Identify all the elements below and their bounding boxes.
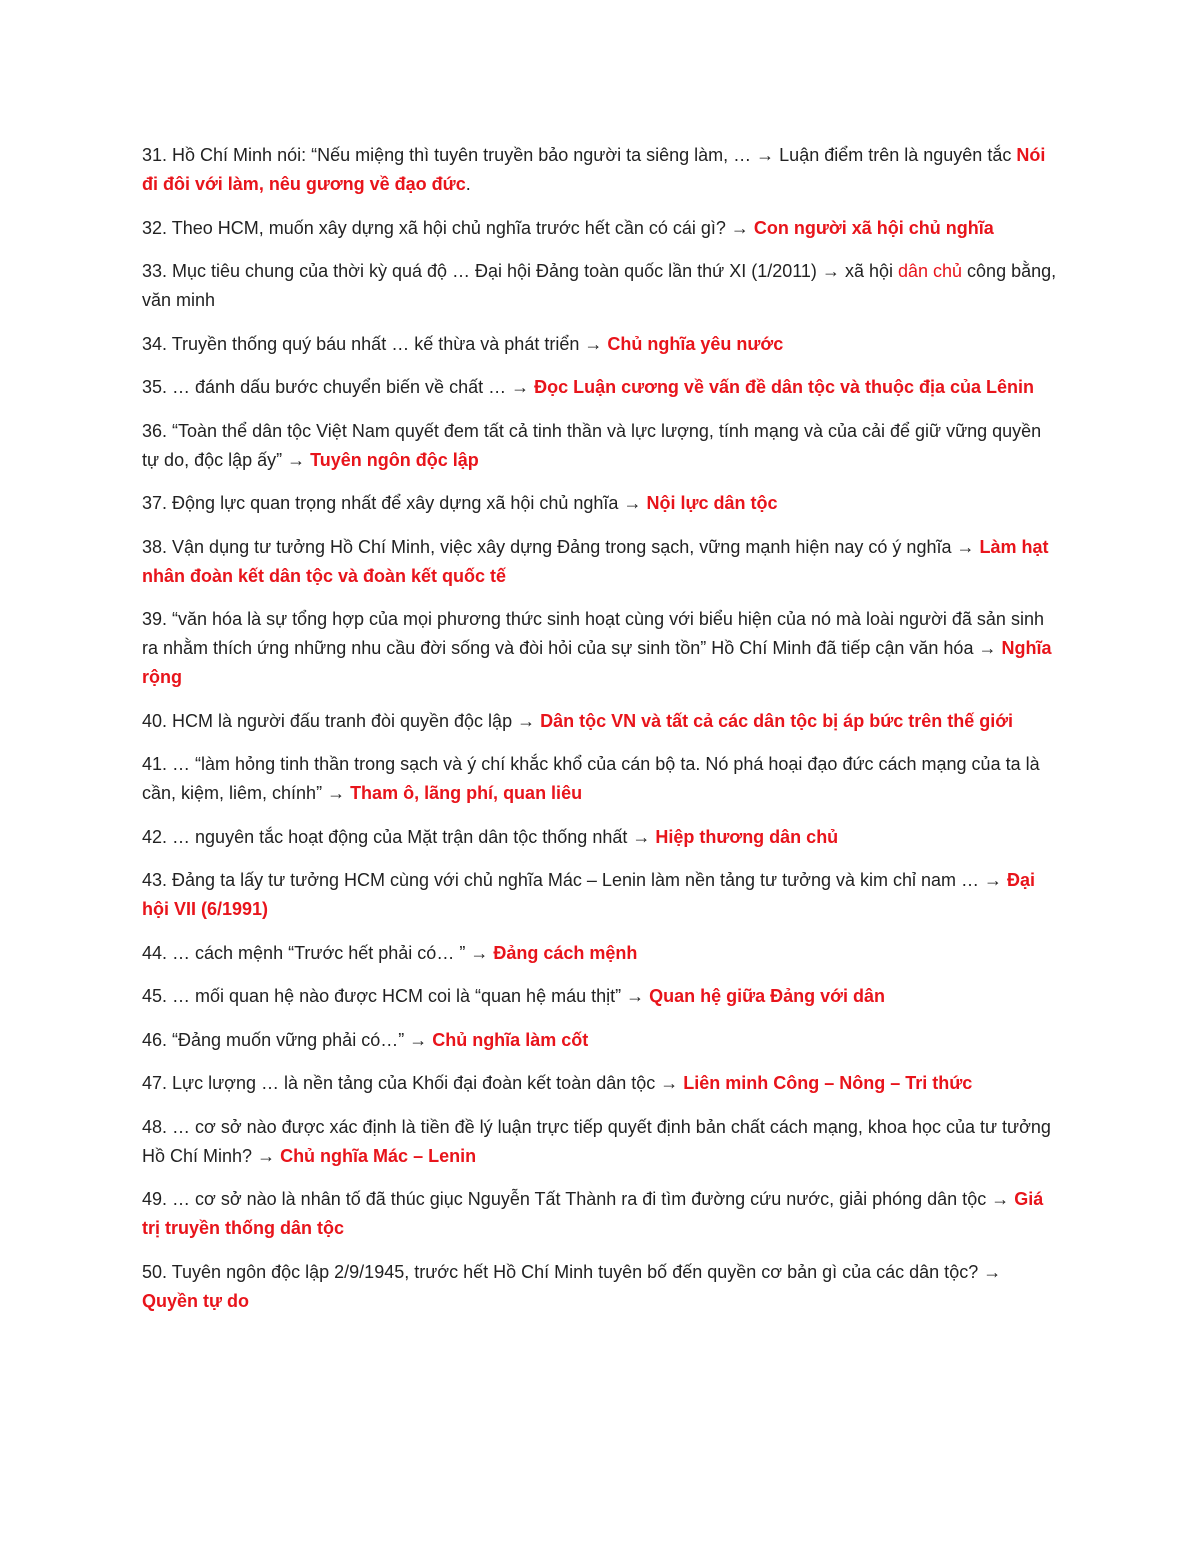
question-text: Mục tiêu chung của thời kỳ quá độ … Đại hội Đảng toàn quốc lần thứ XI (1/2011) [167,261,822,281]
question-text: … “làm hỏng tinh thần trong sạch và ý chí khắc khổ của cán bộ ta. Nó phá hoại đạo đức cách mạng của ta là cần, kiệm, liêm, chính” [142,754,1040,803]
item-number: 38. [142,536,168,557]
arrow-icon: → [517,710,536,731]
item-number: 41. [142,754,168,774]
list-item [142,330,1062,359]
answer-text: Nói đi đôi với làm, nêu gương về đạo đức [142,145,1046,194]
answer-text: Nội lực dân tộc [641,493,778,513]
arrow-icon: → [984,870,1003,890]
arrow-icon: → [287,449,306,470]
answer-text: Con người xã hội chủ nghĩa [748,217,994,238]
answer-text: Đảng cách mệnh [488,942,638,963]
answer-text: Giá trị truyền thống dân tộc [142,1189,1044,1238]
arrow-icon: → [978,638,997,658]
arrow-icon: → [409,1029,428,1050]
item-number: 43. [142,870,168,890]
answer-text: Chủ nghĩa yêu nước [602,333,784,354]
question-text: … đánh dấu bước chuyển biến về chất … [167,377,512,397]
arrow-icon: → [821,261,840,281]
document-page [142,141,1062,1330]
arrow-icon: → [623,493,642,513]
arrow-icon: → [327,783,346,803]
arrow-icon: → [632,826,651,847]
arrow-icon: → [991,1189,1010,1209]
list-item [142,141,1062,199]
answer-text: Tuyên ngôn độc lập [305,449,479,470]
item-number: 32. [142,217,168,238]
answer-text: Liên minh Công – Nông – Tri thức [678,1073,973,1093]
answer-text: Dân tộc VN và tất cả các dân tộc bị áp bức trên thế giới [535,710,1014,731]
question-text: Hồ Chí Minh nói: “Nếu miệng thì tuyên truyền bảo người ta siêng làm, … [167,145,757,165]
item-number: 35. [142,377,168,397]
list-item [142,1185,1062,1243]
list-item [142,257,1062,315]
tail-text: . [465,174,471,194]
arrow-icon: → [584,333,603,354]
arrow-icon: → [956,536,975,557]
question-text: “Toàn thể dân tộc Việt Nam quyết đem tất cả tinh thần và lực lượng, tính mạng và của cải để giữ vững quyền tự do, độc lập ấy” [142,420,1042,470]
list-item [142,605,1062,692]
list-item [142,1258,1062,1316]
arrow-icon: → [470,942,489,963]
answer-text: Chủ nghĩa làm cốt [427,1029,589,1050]
item-number: 47. [142,1073,168,1093]
arrow-icon: → [257,1145,276,1166]
item-number: 31. [142,145,168,165]
question-text: … nguyên tắc hoạt động của Mặt trận dân tộc thống nhất [167,826,633,847]
list-item [142,823,1062,852]
list-item [142,750,1062,808]
answer-text: Nghĩa rộng [142,638,1052,687]
answer-text: Làm hạt nhân đoàn kết dân tộc và đoàn kết quốc tế [142,536,1049,586]
question-text: … cơ sở nào được xác định là tiền đề lý luận trực tiếp quyết định bản chất cách mạng, khoa học của tư tưởng Hồ Chí Minh? [142,1116,1051,1166]
list-item [142,1113,1062,1171]
list-item [142,373,1062,402]
answer-text: Tham ô, lãng phí, quan liêu [345,783,583,803]
item-number: 40. [142,710,168,731]
question-text: Luận điểm trên là nguyên tắc [774,145,1017,165]
arrow-icon: → [511,377,530,397]
list-item [142,982,1062,1011]
question-text: Theo HCM, muốn xây dựng xã hội chủ nghĩa trước hết cần có cái gì? [167,217,731,238]
item-number: 33. [142,261,168,281]
list-item [142,214,1062,243]
item-number: 39. [142,609,168,629]
list-item [142,866,1062,924]
arrow-icon: → [756,145,775,165]
answer-text: Chủ nghĩa Mác – Lenin [275,1145,477,1166]
list-item [142,533,1062,591]
answer-text: dân chủ [897,261,963,281]
question-text: Lực lượng … là nền tảng của Khối đại đoàn kết toàn dân tộc [167,1073,661,1093]
item-number: 49. [142,1189,168,1209]
question-text: Vận dụng tư tưởng Hồ Chí Minh, việc xây dựng Đảng trong sạch, vững mạnh hiện nay có ý nghĩa [167,536,957,557]
question-text: … mối quan hệ nào được HCM coi là “quan hệ máu thịt” [167,986,627,1006]
item-number: 34. [142,333,168,354]
item-number: 50. [142,1261,168,1282]
item-number: 44. [142,942,168,963]
answer-text: Đọc Luận cương về vấn đề dân tộc và thuộc địa của Lênin [529,377,1035,397]
arrow-icon: → [626,986,645,1006]
answer-text: Đại hội VII (6/1991) [142,870,1036,919]
tail-text: công bằng, văn minh [142,261,1057,310]
question-text: HCM là người đấu tranh đòi quyền độc lập [167,710,518,731]
item-number: 45. [142,986,168,1006]
question-text: … cách mệnh “Trước hết phải có… ” [167,942,471,963]
item-number: 37. [142,493,168,513]
question-text: … cơ sở nào là nhân tố đã thúc giục Nguyễn Tất Thành ra đi tìm đường cứu nước, giải phóng dân tộc [167,1189,992,1209]
list-item [142,707,1062,736]
list-item [142,417,1062,475]
question-text: xã hội [839,261,898,281]
list-item [142,939,1062,968]
question-text: “văn hóa là sự tổng hợp của mọi phương thức sinh hoạt cùng với biểu hiện của nó mà loài người đã sản sinh ra nhằm thích ứng những nhu cầu đời sống và đòi hỏi của sự sinh tồn” Hồ Chí Minh đã tiếp cận văn hóa [142,609,1044,658]
question-text: “Đảng muốn vững phải có…” [167,1029,410,1050]
arrow-icon: → [983,1261,1002,1282]
question-text: Động lực quan trọng nhất để xây dựng xã hội chủ nghĩa [167,493,624,513]
arrow-icon: → [730,217,749,238]
arrow-icon: → [660,1073,679,1093]
item-number: 48. [142,1116,168,1137]
question-text: Truyền thống quý báu nhất … kế thừa và phát triển [167,333,585,354]
list-item [142,1026,1062,1055]
list-item [142,489,1062,518]
item-number: 46. [142,1029,168,1050]
answer-text: Quyền tự do [142,1290,250,1311]
item-number: 36. [142,420,168,441]
list-item [142,1069,1062,1098]
question-text: Đảng ta lấy tư tưởng HCM cùng với chủ nghĩa Mác – Lenin làm nền tảng tư tưởng và kim chỉ nam … [167,870,985,890]
answer-text: Hiệp thương dân chủ [650,826,839,847]
item-number: 42. [142,826,168,847]
question-text: Tuyên ngôn độc lập 2/9/1945, trước hết Hồ Chí Minh tuyên bố đến quyền cơ bản gì của các dân tộc? [167,1261,984,1282]
answer-text: Quan hệ giữa Đảng với dân [644,986,885,1006]
